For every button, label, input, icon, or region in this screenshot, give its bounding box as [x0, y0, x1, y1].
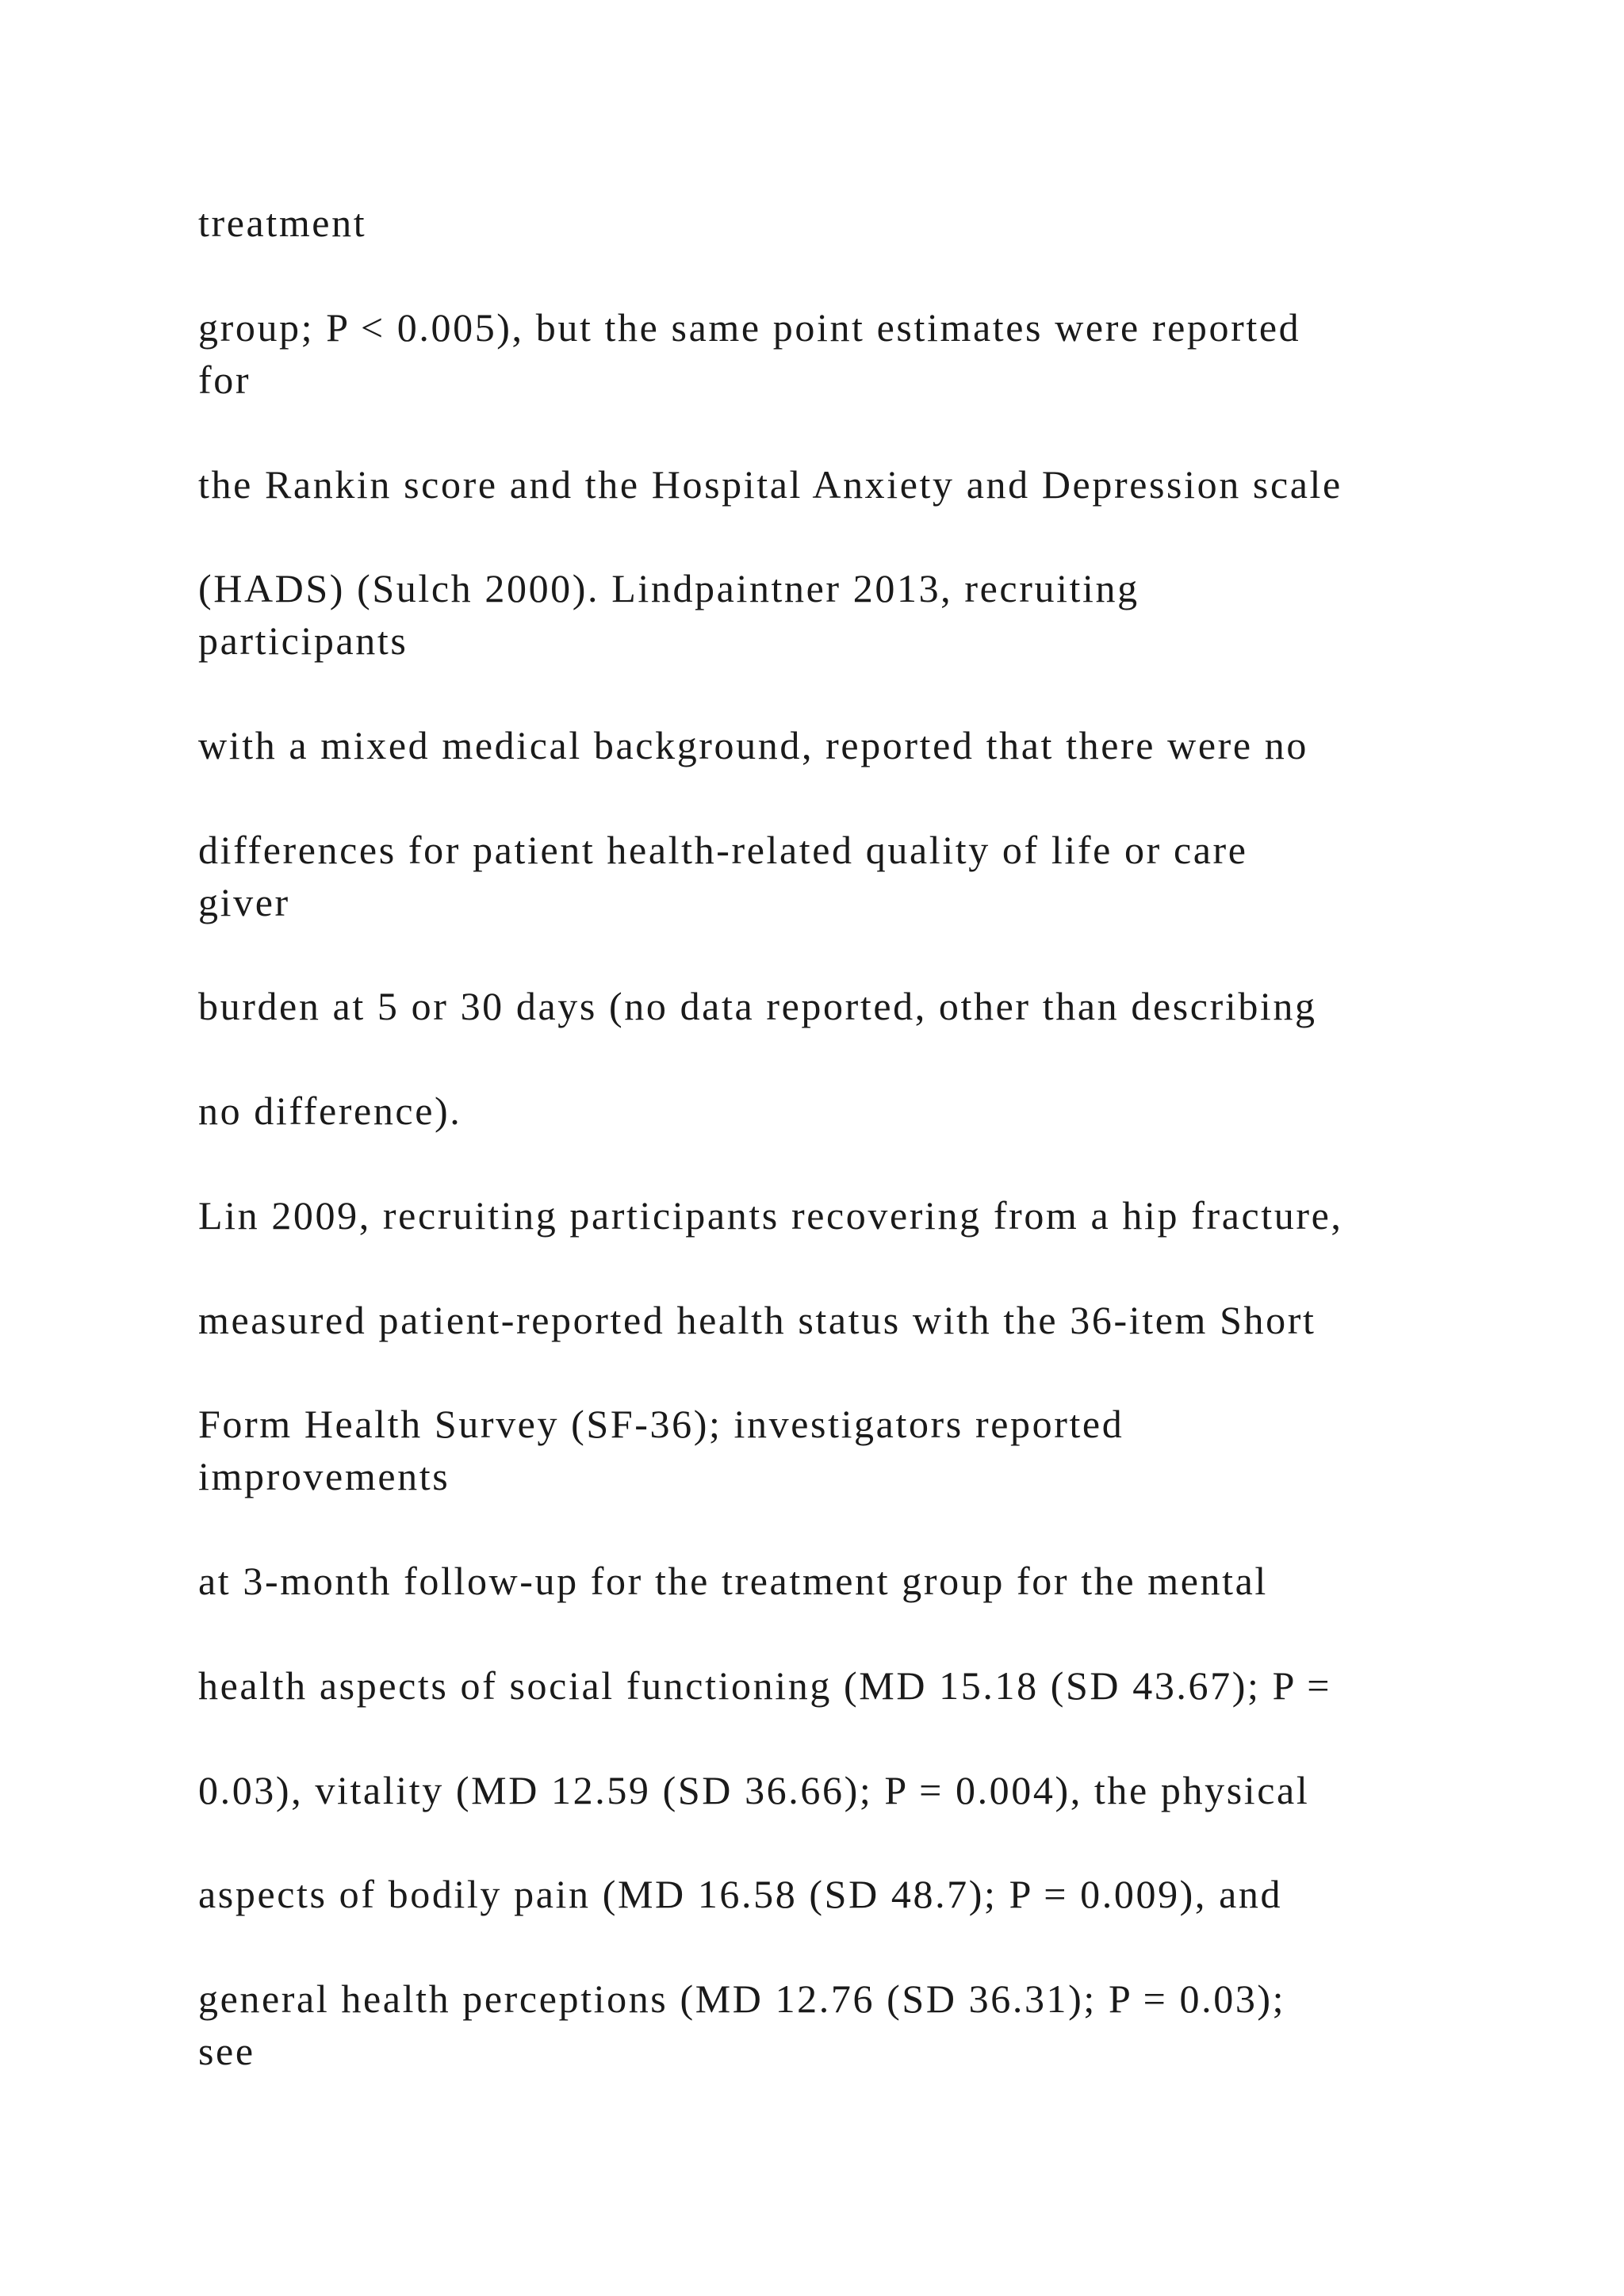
text-line: with a mixed medical background, reported that there were no — [198, 723, 1308, 767]
text-line: see — [198, 2029, 255, 2073]
text-line: 0.03), vitality (MD 12.59 (SD 36.66); P = 0.004), the physical — [198, 1768, 1310, 1812]
text-line: improvements — [198, 1454, 450, 1498]
text-line: differences for patient health-related quality of life or care — [198, 828, 1248, 872]
text-line: general health perceptions (MD 12.76 (SD 36.31); P = 0.03); — [198, 1976, 1286, 2021]
text-line: giver — [198, 880, 290, 924]
text-line: (HADS) (Sulch 2000). Lindpaintner 2013, recruiting — [198, 566, 1139, 610]
text-line: for — [198, 358, 251, 402]
text-line: treatment — [198, 201, 367, 245]
text-line: Form Health Survey (SF-36); investigators reported — [198, 1402, 1124, 1446]
text-line: no difference). — [198, 1089, 462, 1133]
text-line: participants — [198, 618, 408, 663]
text-line: the Rankin score and the Hospital Anxiety and Depression scale — [198, 462, 1342, 507]
text-line: aspects of bodily pain (MD 16.58 (SD 48.7); P = 0.009), and — [198, 1872, 1283, 1916]
text-line: burden at 5 or 30 days (no data reported, other than describing — [198, 984, 1317, 1028]
text-line: measured patient-reported health status with the 36-item Short — [198, 1298, 1316, 1342]
text-line: health aspects of social functioning (MD 15.18 (SD 43.67); P = — [198, 1663, 1332, 1708]
text-line: Lin 2009, recruiting participants recovering from a hip fracture, — [198, 1193, 1343, 1238]
text-line: at 3-month follow-up for the treatment group for the mental — [198, 1559, 1268, 1603]
text-line: group; P < 0.005), but the same point estimates were reported — [198, 305, 1301, 350]
